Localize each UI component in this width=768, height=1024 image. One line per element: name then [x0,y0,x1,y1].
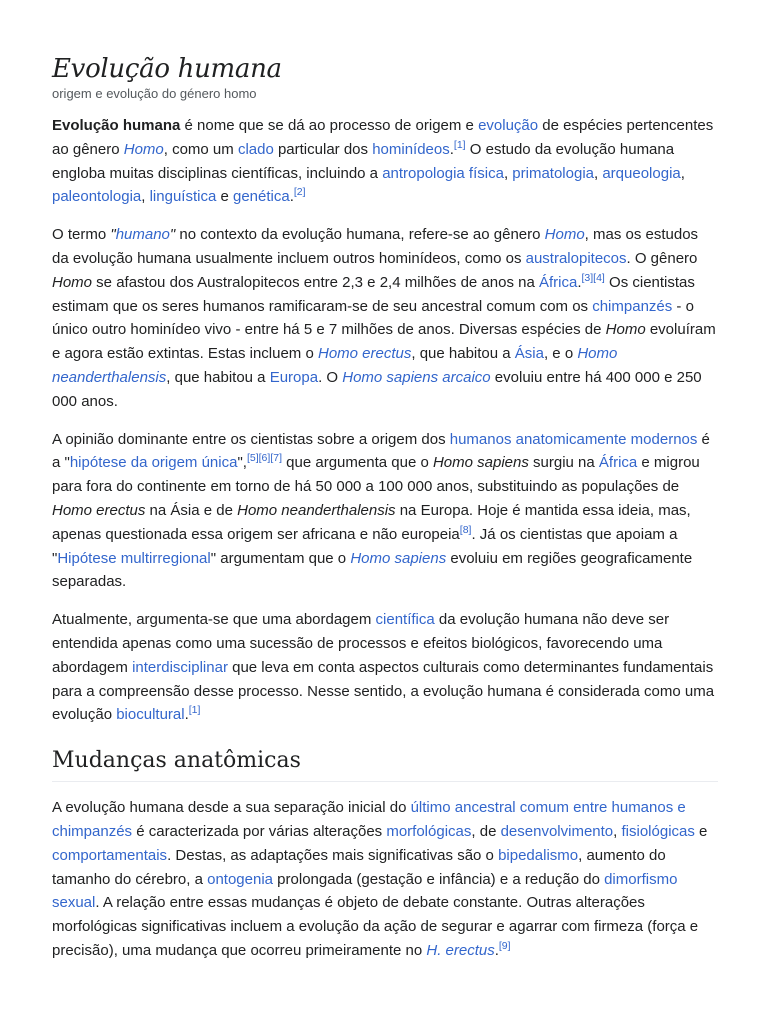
wiki-link[interactable]: ontogenia [207,870,274,888]
citation-ref [581,272,593,284]
text-run: que leva em conta aspectos culturais como determinantes fundamentais para a compreensão desse processo. Nesse sentido, a evolução humana é considerada como uma evolução [52,658,715,724]
text-run: evoluiu em regiões geograficamente separadas. [52,549,693,591]
wiki-link[interactable]: desenvolvimento [500,822,614,840]
text-run: . O gênero [626,249,698,267]
text-run: , [594,164,603,182]
text-run: . Destas, as adaptações mais significativas são o [167,846,499,864]
wiki-link[interactable]: chimpanzés [592,297,673,315]
wiki-link[interactable]: clado [237,140,274,158]
biocultural-paragraph [52,608,718,727]
wiki-link[interactable]: biocultural [116,706,185,724]
citation-ref [189,705,201,717]
origin-hypothesis-paragraph [52,428,718,595]
text-run: , que habitou a [166,368,270,386]
text-run: prolongada (gestação e infância) e a redução do [273,870,605,888]
wiki-link[interactable]: arqueologia [602,164,681,182]
text-run: A evolução humana desde a sua separação inicial do [52,799,411,817]
citation-link[interactable]: [8] [459,523,472,536]
text-run: da evolução humana não deve ser entendida apenas como uma sucessão de processos e efeitos biológicos, favorecendo uma abordagem [52,611,670,676]
wiki-link[interactable]: Homo sapiens arcaico [342,368,491,386]
text-run: . Já os cientistas que apoiam a " [52,525,678,567]
wiki-link[interactable]: Homo neanderthalensis [52,345,618,386]
wiki-link[interactable]: Hipótese multirregional [57,549,211,567]
text-run: que argumenta que o [282,454,433,472]
text-run: O termo [52,226,111,244]
wiki-link[interactable]: bipedalismo [498,846,579,864]
page-subtitle: origem e evolução do género homo [52,86,257,101]
text-run: Os cientistas estimam que os seres humanos ramificaram-se de seu ancestral comum com os [52,273,695,315]
text-run: , e o [543,345,578,363]
bold-term: Evolução humana [52,117,181,134]
text-run: ", [237,454,247,472]
text-run: na Europa. Hoje é mantida essa ideia, mas, apenas questionada essa origem ser africana e não europeia [52,501,691,543]
citation-ref [247,453,259,465]
text-run: - o único outro hominídeo vivo - entre há 5 e 7 milhões de anos. Diversas espécies de [52,297,694,339]
text-run: . [494,941,499,959]
wiki-link[interactable]: primatologia [512,164,594,182]
wiki-link[interactable]: Homo sapiens [350,549,447,567]
wiki-link[interactable]: humanos anatomicamente modernos [449,430,698,448]
citation-link[interactable]: [3] [581,272,594,285]
wiki-link[interactable]: hipótese da origem única [69,454,238,472]
text-run: , aumento do tamanho do cérebro, a [52,846,666,888]
citation-link[interactable]: [1] [453,139,466,152]
citation-ref [454,139,466,151]
citation-ref [294,187,306,199]
citation-ref [593,272,605,284]
citation-link[interactable]: [6] [258,452,271,465]
text-run: , [503,164,513,182]
citation-link[interactable]: [1] [188,704,201,717]
wiki-link[interactable]: Homo [123,140,164,158]
text-run: , [141,188,150,206]
text-run: de espécies pertencentes ao gênero [52,117,714,158]
wiki-link[interactable]: científica [375,611,435,629]
wiki-link[interactable]: fisiológicas [621,822,695,840]
text-run: . O [318,368,343,386]
section-heading-anatomical-changes: Mudanças anatômicas [52,747,718,782]
text-run: no contexto da evolução humana, refere-se ao gênero [175,226,545,244]
text-run: é nome que se dá ao processo de origem e [180,117,479,134]
text-run: . [289,188,294,206]
wiki-link[interactable]: antropologia física [382,164,504,182]
text-run: particular dos [273,140,373,158]
page-title: Evolução humana [52,54,282,84]
text-run: Homo [52,273,93,291]
citation-link[interactable]: [4] [593,272,605,285]
wiki-link[interactable]: Homo erectus [317,345,412,363]
wiki-link[interactable]: Ásia [514,345,544,363]
text-run: . A relação entre essas mudanças é objeto de debate constante. Outras alterações morfológicas significativas incluem a evolução da ação de segurar e agarrar com firmeza (força e precisão), uma mudança que ocorreu primeiramente no [52,894,699,959]
wiki-link[interactable]: evolução [478,117,539,134]
text-run: " argumentam que o [210,549,351,567]
text-run: é caracterizada por várias alterações [132,822,387,840]
text-run: A opinião dominante entre os cientistas sobre a origem dos [52,430,450,448]
text-run: na Ásia e de [145,501,238,519]
wiki-link[interactable]: linguística [149,188,217,206]
citation-link[interactable]: [7] [270,452,283,465]
wiki-link[interactable]: dimorfismo sexual [52,870,678,912]
article-body [52,114,718,977]
wiki-link[interactable]: humano [115,226,170,244]
homo-term-paragraph [52,223,718,413]
text-run: . [449,140,454,158]
text-run: Homo neanderthalensis [237,501,396,519]
wiki-link[interactable]: H. erectus [426,941,495,959]
citation-link[interactable]: [9] [498,940,511,953]
text-run: . [184,706,189,724]
text-run: Homo sapiens [432,454,529,472]
text-run: Atualmente, argumenta-se que uma abordagem [52,611,376,629]
wiki-link[interactable]: Europa [269,368,319,386]
wiki-link[interactable]: australopitecos [525,249,627,267]
text-run: , mas os estudos da evolução humana usualmente incluem outros hominídeos, como os [52,226,699,267]
text-run: . [577,273,582,291]
citation-ref [270,453,282,465]
text-run: é a " [52,430,710,472]
text-run: O estudo da evolução humana engloba muitas disciplinas científicas, incluindo a [52,140,675,182]
text-run: , como um [163,140,238,158]
text-run: e [694,822,708,840]
wiki-link[interactable]: paleontologia [52,188,142,206]
text-run: se afastou dos Australopitecos entre 2,3 e 2,4 milhões de anos na [92,273,539,291]
text-run: e [216,188,233,206]
text-run: , [613,822,622,840]
intro-paragraph [52,114,718,209]
wiki-link[interactable]: interdisciplinar [132,658,228,676]
wiki-link[interactable]: comportamentais [52,846,168,864]
citation-ref [460,524,472,536]
wiki-link[interactable]: hominídeos [372,140,450,158]
text-run: evoluíram e agora estão extintas. Estas incluem o [52,321,716,363]
wiki-link[interactable]: genética [232,188,290,206]
wiki-link[interactable]: último ancestral comum entre humanos e chimpanzés [52,799,686,840]
text-run: " [169,226,176,244]
wiki-link[interactable]: Homo [544,226,585,244]
citation-ref [259,453,271,465]
anatomical-changes-paragraph [52,796,718,963]
text-run: e migrou para fora do continente em torno de há 50 000 a 100 000 anos, substituindo as populações de [52,454,700,496]
citation-ref [499,940,511,952]
citation-link[interactable]: [2] [293,186,306,199]
wiki-link[interactable]: África [598,454,638,472]
text-run: Homo [605,321,646,339]
text-run: Homo erectus [52,501,146,519]
text-run: " [110,226,116,244]
text-run: , que habitou a [411,345,515,363]
text-run: , [680,164,685,182]
citation-link[interactable]: [5] [246,452,259,465]
text-run: , de [471,822,501,840]
wiki-link[interactable]: morfológicas [386,822,472,840]
text-run: surgiu na [528,454,599,472]
text-run: evoluiu entre há 400 000 e 250 000 anos. [52,368,702,410]
wiki-link[interactable]: África [538,273,578,291]
